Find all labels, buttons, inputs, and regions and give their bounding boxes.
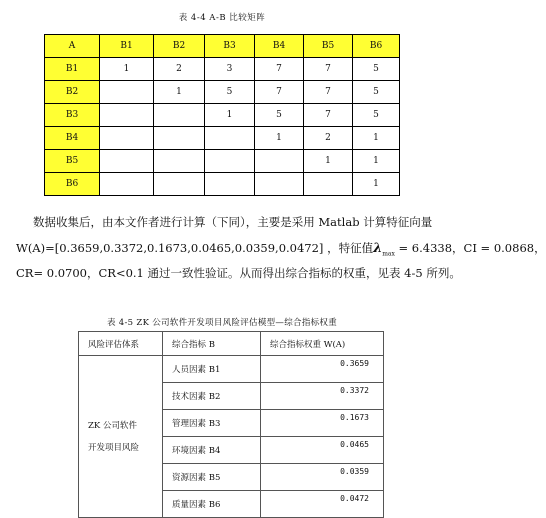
matrix-cell: 3 [205,58,255,81]
indicator-weight: 0.3659 [261,356,384,383]
matrix-header-cell: B4 [255,35,304,58]
matrix-header-cell: B6 [353,35,400,58]
risk-system-cell [79,356,163,518]
matrix-cell: 5 [353,58,400,81]
matrix-row [45,173,400,196]
matrix-header-cell: B1 [100,35,154,58]
matrix-cell: 7 [304,81,353,104]
matrix-cell [154,127,205,150]
matrix-row-label: B4 [45,127,100,150]
matrix-row [45,127,400,150]
matrix-cell: 7 [304,58,353,81]
matrix-cell: 5 [205,81,255,104]
matrix-cell: 7 [255,58,304,81]
comparison-matrix-table [44,34,400,196]
matrix-cell [205,127,255,150]
eigenvalue-text: = 6.4338，CI = 0.0868， [394,241,546,255]
indicator-weight: 0.3372 [261,383,384,410]
matrix-row [45,150,400,173]
indicator-name: 管理因素 B3 [163,410,261,437]
indicator-name: 环境因素 B4 [163,437,261,464]
matrix-cell: 1 [100,58,154,81]
eigenvector-text: W(A)=[0.3659,0.3372,0.1673,0.0465,0.0359,0.0472] ，特征值 [16,241,374,255]
indicator-weight: 0.0472 [261,491,384,518]
indicator-name: 质量因素 B6 [163,491,261,518]
indicator-name: 资源因素 B5 [163,464,261,491]
matrix-header-cell: B3 [205,35,255,58]
lambda-subscript: max [382,250,395,258]
risk-system-line-2: 开发项目风险 [88,442,140,453]
matrix-cell [205,150,255,173]
risk-system-line-1: ZK 公司软件 [88,420,137,431]
matrix-cell [154,104,205,127]
indicator-weight: 0.0465 [261,437,384,464]
matrix-cell [100,173,154,196]
paragraph-line-2 [16,240,546,262]
matrix-cell: 5 [255,104,304,127]
weights-header-cell: 综合指标权重 W(A) [261,332,384,356]
matrix-cell [154,173,205,196]
matrix-cell [255,150,304,173]
matrix-header-cell: B2 [154,35,205,58]
matrix-cell [100,104,154,127]
indicator-name: 技术因素 B2 [163,383,261,410]
matrix-row-label: B6 [45,173,100,196]
matrix-cell: 1 [353,173,400,196]
matrix-row [45,58,400,81]
matrix-header-cell: B5 [304,35,353,58]
weights-row [79,356,384,383]
matrix-row [45,81,400,104]
paragraph-line-3: CR= 0.0700，CR<0.1 通过一致性验证。从而得出综合指标的权重，见表 4-5 所列。 [16,266,461,280]
matrix-header-row [45,35,400,58]
indicator-name: 人员因素 B1 [163,356,261,383]
matrix-header-cell: A [45,35,100,58]
weights-table [78,331,384,518]
matrix-row-label: B3 [45,104,100,127]
matrix-cell [205,173,255,196]
matrix-cell [100,127,154,150]
matrix-cell [100,81,154,104]
matrix-cell: 1 [154,81,205,104]
matrix-cell [255,173,304,196]
matrix-cell [100,150,154,173]
matrix-cell: 1 [304,150,353,173]
matrix-cell: 5 [353,104,400,127]
matrix-row-label: B2 [45,81,100,104]
table-4-5-caption: 表 4-5 ZK 公司软件开发项目风险评估模型—综合指标权重 [106,318,338,328]
matrix-cell: 2 [154,58,205,81]
weights-header-row [79,332,384,356]
weights-header-cell: 风险评估体系 [79,332,163,356]
matrix-cell: 7 [255,81,304,104]
matrix-cell: 1 [353,150,400,173]
matrix-cell: 1 [205,104,255,127]
matrix-cell: 1 [353,127,400,150]
matrix-cell: 5 [353,81,400,104]
matrix-cell [304,173,353,196]
matrix-cell: 2 [304,127,353,150]
matrix-cell: 7 [304,104,353,127]
matrix-cell [154,150,205,173]
weights-header-cell: 综合指标 B [163,332,261,356]
paragraph-line-1: 数据收集后，由本文作者进行计算（下同），主要是采用 Matlab 计算特征向量 [33,215,433,229]
matrix-row-label: B5 [45,150,100,173]
indicator-weight: 0.1673 [261,410,384,437]
lambda-symbol: λ [373,241,383,256]
matrix-row-label: B1 [45,58,100,81]
indicator-weight: 0.0359 [261,464,384,491]
table-4-4-caption: 表 4-4 A-B 比较矩阵 [178,13,266,23]
matrix-cell: 1 [255,127,304,150]
matrix-row [45,104,400,127]
